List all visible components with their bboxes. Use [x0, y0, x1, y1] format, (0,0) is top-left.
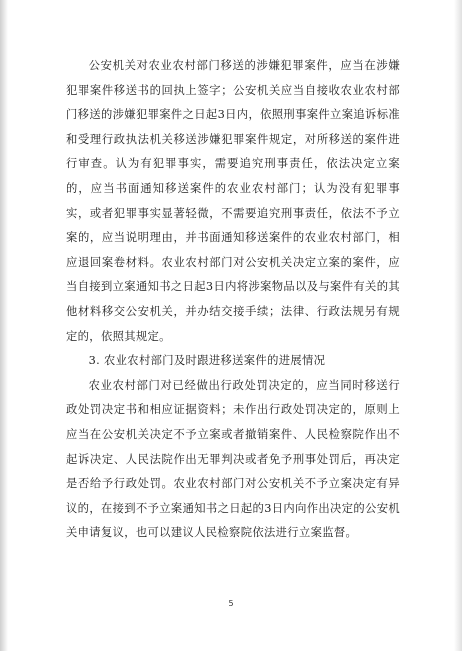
page-left-edge-shadow	[0, 0, 8, 651]
page-right-edge-shadow	[454, 0, 462, 651]
page-number: 5	[228, 599, 234, 608]
paragraph-case-transfer-review: 公安机关对农业农村部门移送的涉嫌犯罪案件，应当在涉嫌犯罪案件移送书的回执上签字；公安机关应当自接收农业农村部门移送的涉嫌犯罪案件之日起3日内，依照刑事案件立案追诉标准和受理行政执法机关移送涉嫌犯罪案件规定，对所移送的案件进行审查。认为有犯罪事实，需要追究刑事责任，依法决定立案的，应当书面通知移送案件的农业农村部门；认为没有犯罪事实，或者犯罪事实显著轻微，不需要追究刑事责任，依法不予立案的，应当说明理由，并书面通知移送案件的农业农村部门，相应退回案卷材料。农业农村部门对公安机关决定立案的案件，应当自接到立案通知书之日起3日内将涉案物品以及与案件有关的其他材料移交公安机关，并办结交接手续；法律、行政法规另有规定的，依照其规定。	[66, 59, 400, 343]
paragraph-follow-up-progress: 农业农村部门对已经做出行政处罚决定的，应当同时移送行政处罚决定书和相应证据资料；未作出行政处罚决定的，原则上应当在公安机关决定不予立案或者撤销案件、人民检察院作出不起诉决定、人民法院作出无罪判决或者免予刑事处罚后，再决定是否给予行政处罚。农业农村部门对公安机关不予立案决定有异议的，在接到不予立案通知书之日起的3日内向作出决定的公安机关申请复议，也可以建议人民检察院依法进行立案监督。	[66, 378, 400, 540]
document-body	[66, 54, 400, 546]
section-heading: 3. 农业农村部门及时跟进移送案件的进展情况	[88, 354, 326, 368]
